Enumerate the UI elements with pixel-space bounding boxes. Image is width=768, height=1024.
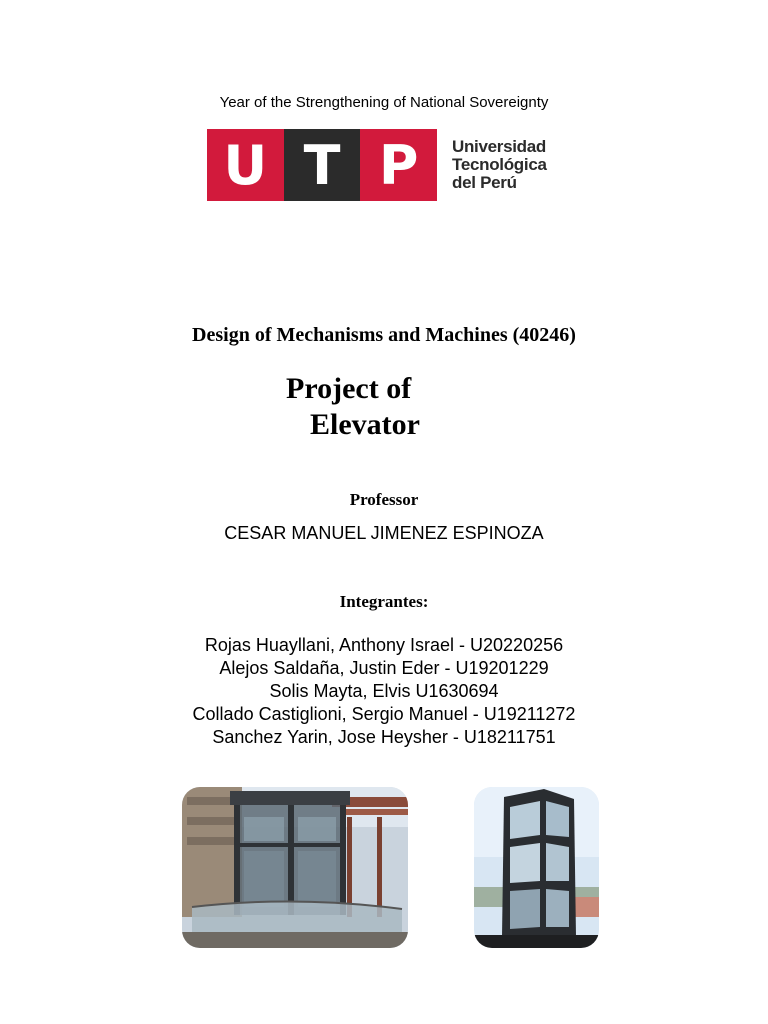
project-title-line-1: Project of [286, 372, 412, 405]
team-member: Alejos Saldaña, Justin Eder - U19201229 [219, 658, 549, 678]
team-member: Collado Castiglioni, Sergio Manuel - U19211272 [192, 704, 576, 724]
logo-letter-u: U [207, 129, 284, 201]
professor-name: CESAR MANUEL JIMENEZ ESPINOZA [224, 523, 544, 543]
team-member: Solis Mayta, Elvis U1630694 [269, 681, 499, 701]
team-member: Sanchez Yarin, Jose Heysher - U18211751 [212, 727, 556, 747]
university-name [452, 138, 562, 192]
glass-elevator-photo [182, 787, 408, 948]
logo-letter-p: P [360, 129, 437, 201]
university-name-line-2: Tecnológica [452, 155, 547, 174]
logo-letter-t: T [284, 129, 361, 201]
course-title: Design of Mechanisms and Machines (40246) [192, 324, 576, 346]
university-name-line-3: del Perú [452, 173, 517, 192]
team-label: Integrantes: [339, 592, 429, 611]
university-name-line-1: Universidad [452, 138, 547, 156]
professor-label: Professor [349, 490, 419, 509]
utp-logo [207, 129, 437, 201]
project-title-line-2: Elevator [310, 408, 420, 441]
elevator-tower-photo [474, 787, 599, 948]
team-members-list [0, 634, 768, 749]
year-heading: Year of the Strengthening of National Sovereignty [219, 94, 549, 111]
team-member: Rojas Huayllani, Anthony Israel - U20220256 [204, 635, 564, 655]
